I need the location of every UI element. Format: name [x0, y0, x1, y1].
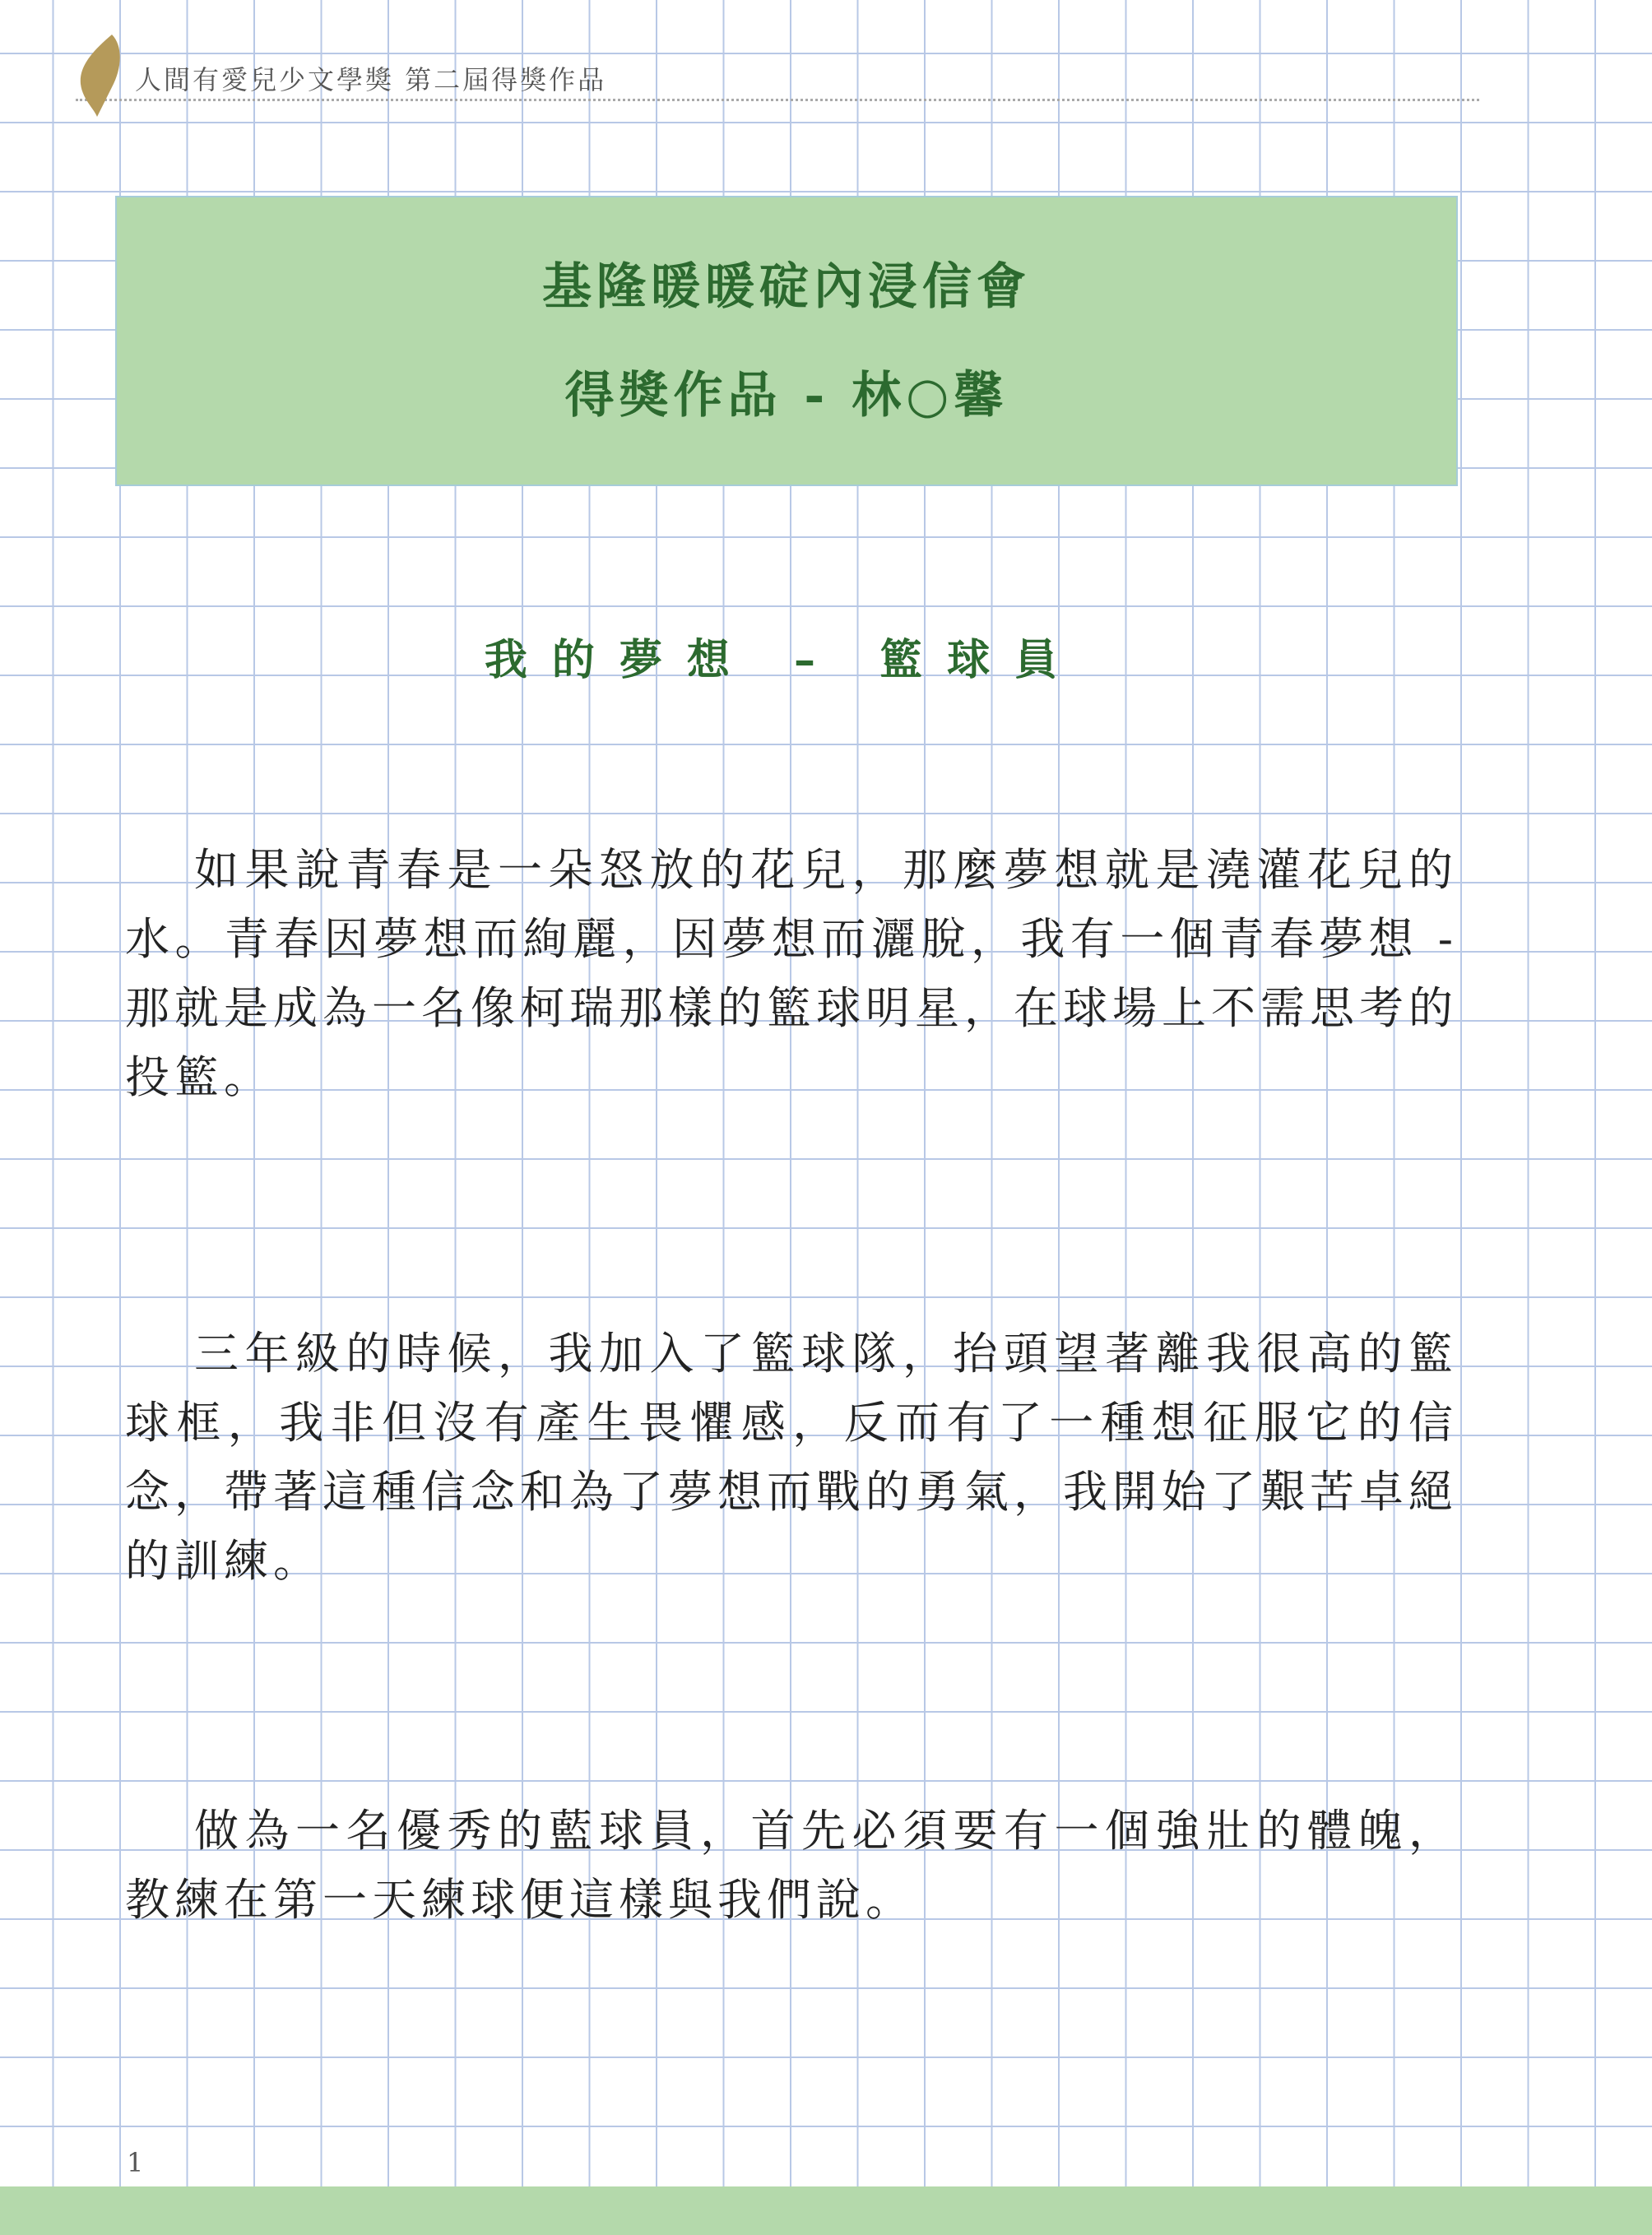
- title-banner: [115, 196, 1458, 486]
- footer-bar: [0, 2186, 1652, 2235]
- essay-paragraph: 如果說青春是一朵怒放的花兒，那麼夢想就是澆灌花兒的水。青春因夢想而絢麗，因夢想而灑脫，我有一個青春夢想 - 那就是成為一名像柯瑞那樣的籃球明星，在球場上不需思考的投籃。: [125, 844, 1458, 1103]
- essay-paragraph: 三年級的時候，我加入了籃球隊，抬頭望著離我很高的籃球框，我非但沒有產生畏懼感，反而有了一種想征服它的信念，帶著這種信念和為了夢想而戰的勇氣，我開始了艱苦卓絕的訓練。: [125, 1328, 1458, 1587]
- banner-title: 基隆暖暖碇內浸信會: [542, 257, 1031, 316]
- page-header: [76, 48, 1479, 101]
- banner-subtitle: 得獎作品 - 林○馨: [564, 366, 1009, 424]
- taiwan-island-leaf-icon: [76, 33, 127, 118]
- page-number: 1: [127, 2147, 144, 2178]
- essay-title: 我的夢想 – 籃球員: [484, 635, 1083, 685]
- header-title: 人間有愛兒少文學獎 第二屆得獎作品: [135, 64, 607, 95]
- essay-paragraph: 做為一名優秀的藍球員，首先必須要有一個強壯的體魄，教練在第一天練球便這樣與我們說。: [125, 1805, 1458, 1926]
